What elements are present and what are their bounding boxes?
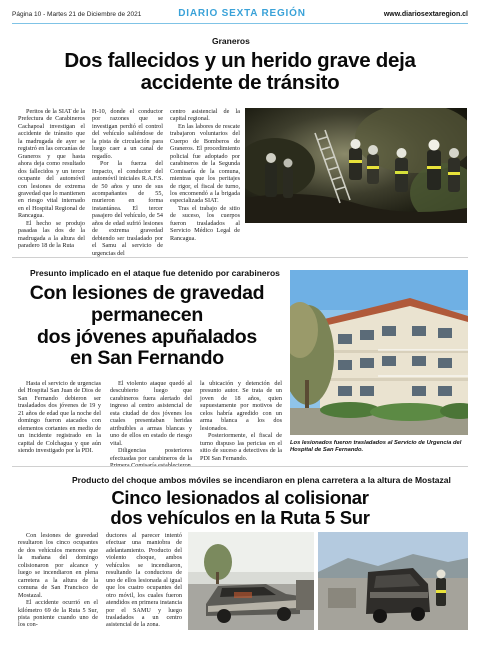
article3-column-2 [106,532,182,629]
article2-paragraph: la ubicación y detención del presunto autor. Se trata de un joven de 18 años, quien supuestamente por motivos de celos habría agredido con un arma blanca a los dos lesionados. [200,380,282,432]
article1-paragraph: Por la fuerza del impacto, el conductor del automóvil iniciales R.A.F.S. de 50 años y uno de sus acompañantes de 55, murieron en forma instantánea. El tercer pasajero del vehículo, de 54 años de edad sufrió lesiones de extrema gravedad debiendo ser trasladado por el Samu al servicio de urgencias del [92,160,163,257]
page-info: Página 10 - Martes 21 de Diciembre de 2021 [12,11,142,18]
article1-photo-rescue [245,108,467,223]
article3-headline [12,488,468,528]
section-divider [12,257,468,258]
article2-paragraph: El violento ataque quedó al descubierto luego que carabineros fuera alertado del ingreso al centro asistencial de esta ciudad de dos jóvenes los cuales presentaban heridas atribuibles a armas blancas y uno de ellos en estado de riesgo vital. [110,380,192,447]
article2-headline-line2: permanecen [91,303,203,326]
article1-column-3 [170,108,240,242]
article2-column-3 [200,380,282,462]
article1-column-1 [18,108,85,250]
article2-column-1 [18,380,101,455]
article1-paragraph: Tras el trabajo de sitio de suceso, los cuerpos fueron trasladados al Servicio Médico Legal de Rancagua. [170,204,240,242]
article3-photo-burned-car-1 [188,532,314,630]
article1-paragraph: En las labores de rescate trabajaron voluntarios del Cuerpo de Bomberos de Graneros. El procedimiento policial fue adoptado por carabineros de la Segunda Comisaría de la comuna, mientras que los peritajes de rigor, el fiscal de turno, los encomendó a la brigada especializada SIAT. [170,122,240,205]
article2-headline-line4: en San Fernando [70,347,224,370]
article3-kicker: Producto del choque ambos móviles se incendiaron en plena carretera a la altura de Mostazal [72,475,451,485]
article2-column-2 [110,380,192,469]
article1-headline-line2: accidente de tránsito [140,71,340,95]
article2-headline-line3: dos jóvenes apuñalados [37,325,257,348]
article3-paragraph: El accidente ocurrió en el kilómetro 69 de la Ruta 5 Sur, pista poniente cuando uno de los con- [18,599,98,629]
article1-paragraph: centro asistencial de la capital regional. [170,108,240,123]
article1-headline [12,50,468,94]
article2-kicker: Presunto implicado en el ataque fue detenido por carabineros [30,268,280,278]
article1-paragraph: Peritos de la SIAT de la Prefectura de Carabineros Cachapoal investigan el accidente de tránsito que la madrugada de ayer se registró en las cercanías de Graneros y que hasta ahora deja como resultado dos fallecidos y un tercer ocupante del automóvil con lesiones de extrema gravedad que lo mantienen en riesgo vital internado en el Hospital Regional de Rancagua. [18,108,85,220]
article3-photo-burned-car-2 [318,532,468,630]
article2-headline-line1: Con lesiones de gravedad [29,282,265,304]
article2-paragraph: Posteriormente, el fiscal de turno dispuso las pericias en el sitio de suceso a detectives de la PDI San Fernando. [200,432,282,462]
article2-photo-hospital [290,270,468,435]
article2-headline [16,283,278,370]
article1-paragraph: El hecho se produjo pasadas las dos de la madrugada a la altura del paradero 18 de la Ruta [18,219,85,250]
article1-kicker: Graneros [212,36,250,46]
header-rule [12,23,468,24]
article1-column-2 [92,108,163,257]
article2-photo-caption: Los lesionados fueron trasladados al Servicio de Urgencia del Hospital de San Fernando. [290,440,462,453]
article3-paragraph: ductores al parecer intentó efectuar una maniobra de adelantamiento. Producto del violento choque, ambos vehículos se incendiaron, resultando la conductora de uno de ellos lesionada al igual que los cuatro ocupantes del otro móvil, los cuales fueron atendidos en primera instancia por el SAMU y luego trasladados a un centro asistencial de la zona. [106,532,182,629]
article1-headline-line1: Dos fallecidos y un herido grave deja [64,49,416,72]
page-header [12,8,468,24]
article1-paragraph: H-10, donde el conductor por razones que se investigan perdió el control del vehículo saliéndose de la pista de circulación para luego caer a un canal de regadío. [92,108,163,160]
article3-headline-line1: Cinco lesionados al colisionar [111,487,369,508]
article3-headline-line2: dos vehículos en la Ruta 5 Sur [110,506,370,528]
newspaper-brand: DIARIO SEXTA REGIÓN [178,8,306,19]
article3-paragraph: Con lesiones de gravedad resultaron los cinco ocupantes de dos vehículos menores que la mañana del domingo colisionaron por alcance y luego se incendiaron en plena carretera a la altura de la comuna de San Francisco de Mostazal. [18,532,98,599]
section-divider [12,466,468,467]
article2-paragraph: Hasta el servicio de urgencias del Hospital San Juan de Dios de San Fernando debieron ser trasladados dos jóvenes de 19 y 21 años de edad que la noche del domingo fueron atacados con elementos cortantes en medio de un incidente registrado en la capital de Colchagua y que aún siendo investigado por la PDI. [18,380,101,455]
article2-paragraph: Diligencias posteriores efectuadas por carabineros de la [110,447,192,462]
article3-column-1 [18,532,98,629]
newspaper-url[interactable]: www.diariosextaregion.cl [383,11,468,18]
